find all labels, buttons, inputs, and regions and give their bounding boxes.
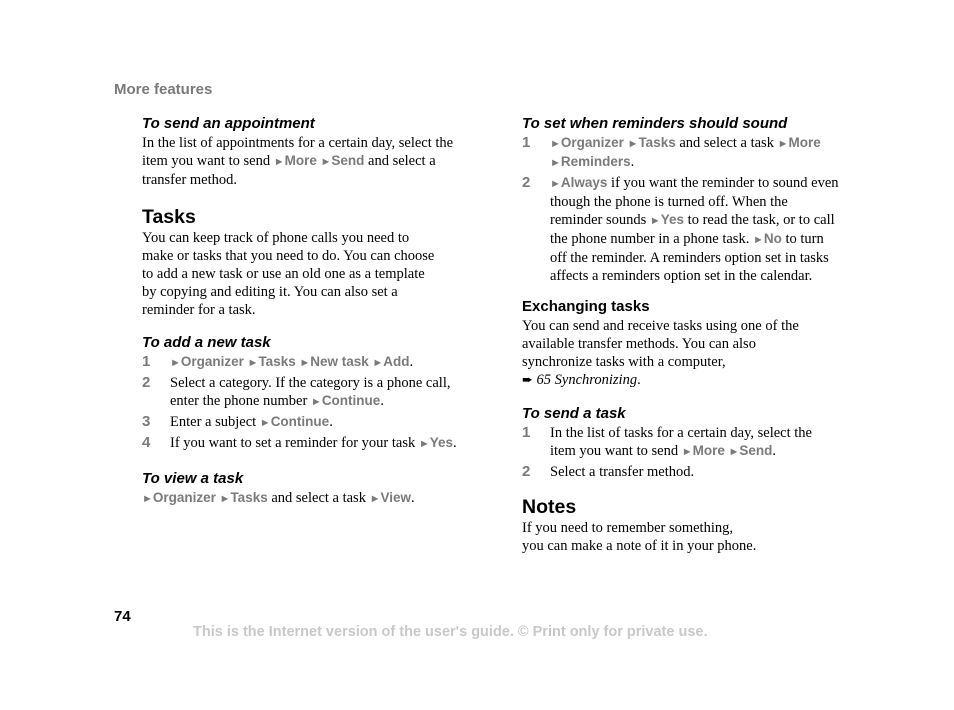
list-item: 1 In the list of tasks for a certain day, select the item you want to send ►More ►Send. <box>522 424 812 459</box>
view-task-heading: To view a task <box>142 470 244 487</box>
list-item: 3 Enter a subject ►Continue. <box>142 413 333 430</box>
tasks-body: You can keep track of phone calls you need to make or tasks that you need to do. You can choose to add a new task or use an old one as a template by copying and editing it. You can also set a reminder for a task. <box>142 230 435 318</box>
arrow-icon: ► <box>320 156 332 168</box>
page-number: 74 <box>114 608 131 625</box>
arrow-icon: ► <box>142 493 153 505</box>
right-column <box>522 114 852 555</box>
send-task-steps <box>522 424 852 481</box>
arrow-icon: ► <box>550 138 561 150</box>
arrow-icon: ► <box>649 215 661 227</box>
arrow-icon: ► <box>369 493 381 505</box>
list-item: 2 ►Always if you want the reminder to sound even though the phone is turned off. When the reminder sounds ►Yes to read the task, or to call the phone number in a phone task. ►No to turn off the reminder. A reminders option set in tasks affects a reminders option set in the calendar. <box>522 174 839 284</box>
send-appointment-text: In the list of appointments for a certain day, select the item you want to send ►More ►Send and select a transfer method. <box>142 135 454 188</box>
arrow-icon: ► <box>170 357 181 369</box>
send-appointment-heading: To send an appointment <box>142 115 315 132</box>
reference-arrow-icon: ➨ <box>522 373 533 388</box>
arrow-icon: ► <box>777 138 789 150</box>
arrow-icon: ► <box>418 438 430 450</box>
cross-reference: 65 Synchronizing <box>536 372 638 388</box>
list-item: 2 Select a transfer method. <box>522 463 695 480</box>
notes-heading: Notes <box>522 496 577 518</box>
arrow-icon: ► <box>372 357 384 369</box>
exchanging-heading: Exchanging tasks <box>522 298 650 315</box>
send-task-heading: To send a task <box>522 405 626 422</box>
arrow-icon: ► <box>681 446 693 458</box>
arrow-icon: ► <box>299 357 311 369</box>
arrow-icon: ► <box>752 234 764 246</box>
arrow-icon: ► <box>728 446 740 458</box>
tasks-heading: Tasks <box>142 206 196 228</box>
arrow-icon: ► <box>273 156 285 168</box>
list-item: 1 ►Organizer ►Tasks ►New task ►Add. <box>142 353 414 370</box>
reminders-heading: To set when reminders should sound <box>522 115 788 132</box>
arrow-icon: ► <box>247 357 259 369</box>
reminders-steps <box>522 134 852 285</box>
list-item: 1 ►Organizer ►Tasks and select a task ►More ►Reminders. <box>522 134 821 170</box>
section-header: More features <box>114 81 213 98</box>
arrow-icon: ► <box>219 493 231 505</box>
notes-body: If you need to remember something, you can make a note of it in your phone. <box>522 520 757 554</box>
list-item: 4 If you want to set a reminder for your task ►Yes. <box>142 434 457 451</box>
arrow-icon: ► <box>550 178 561 190</box>
left-column <box>142 114 482 508</box>
arrow-icon: ► <box>259 417 271 429</box>
list-item: 2 Select a category. If the category is a phone call, enter the phone number ►Continue. <box>142 374 451 409</box>
footer-disclaimer: This is the Internet version of the user's guide. © Print only for private use. <box>193 624 708 640</box>
arrow-icon: ► <box>627 138 639 150</box>
view-task-text: ►Organizer ►Tasks and select a task ►View. <box>142 490 415 506</box>
arrow-icon: ► <box>310 396 322 408</box>
exchanging-body: You can send and receive tasks using one of the available transfer methods. You can also synchronize tasks with a computer, ➨ 65 Synchronizing. <box>522 318 799 388</box>
arrow-icon: ► <box>550 157 561 169</box>
add-task-heading: To add a new task <box>142 334 271 351</box>
menu-more: More <box>284 153 317 168</box>
add-task-steps <box>142 353 482 453</box>
menu-send: Send <box>331 153 365 168</box>
